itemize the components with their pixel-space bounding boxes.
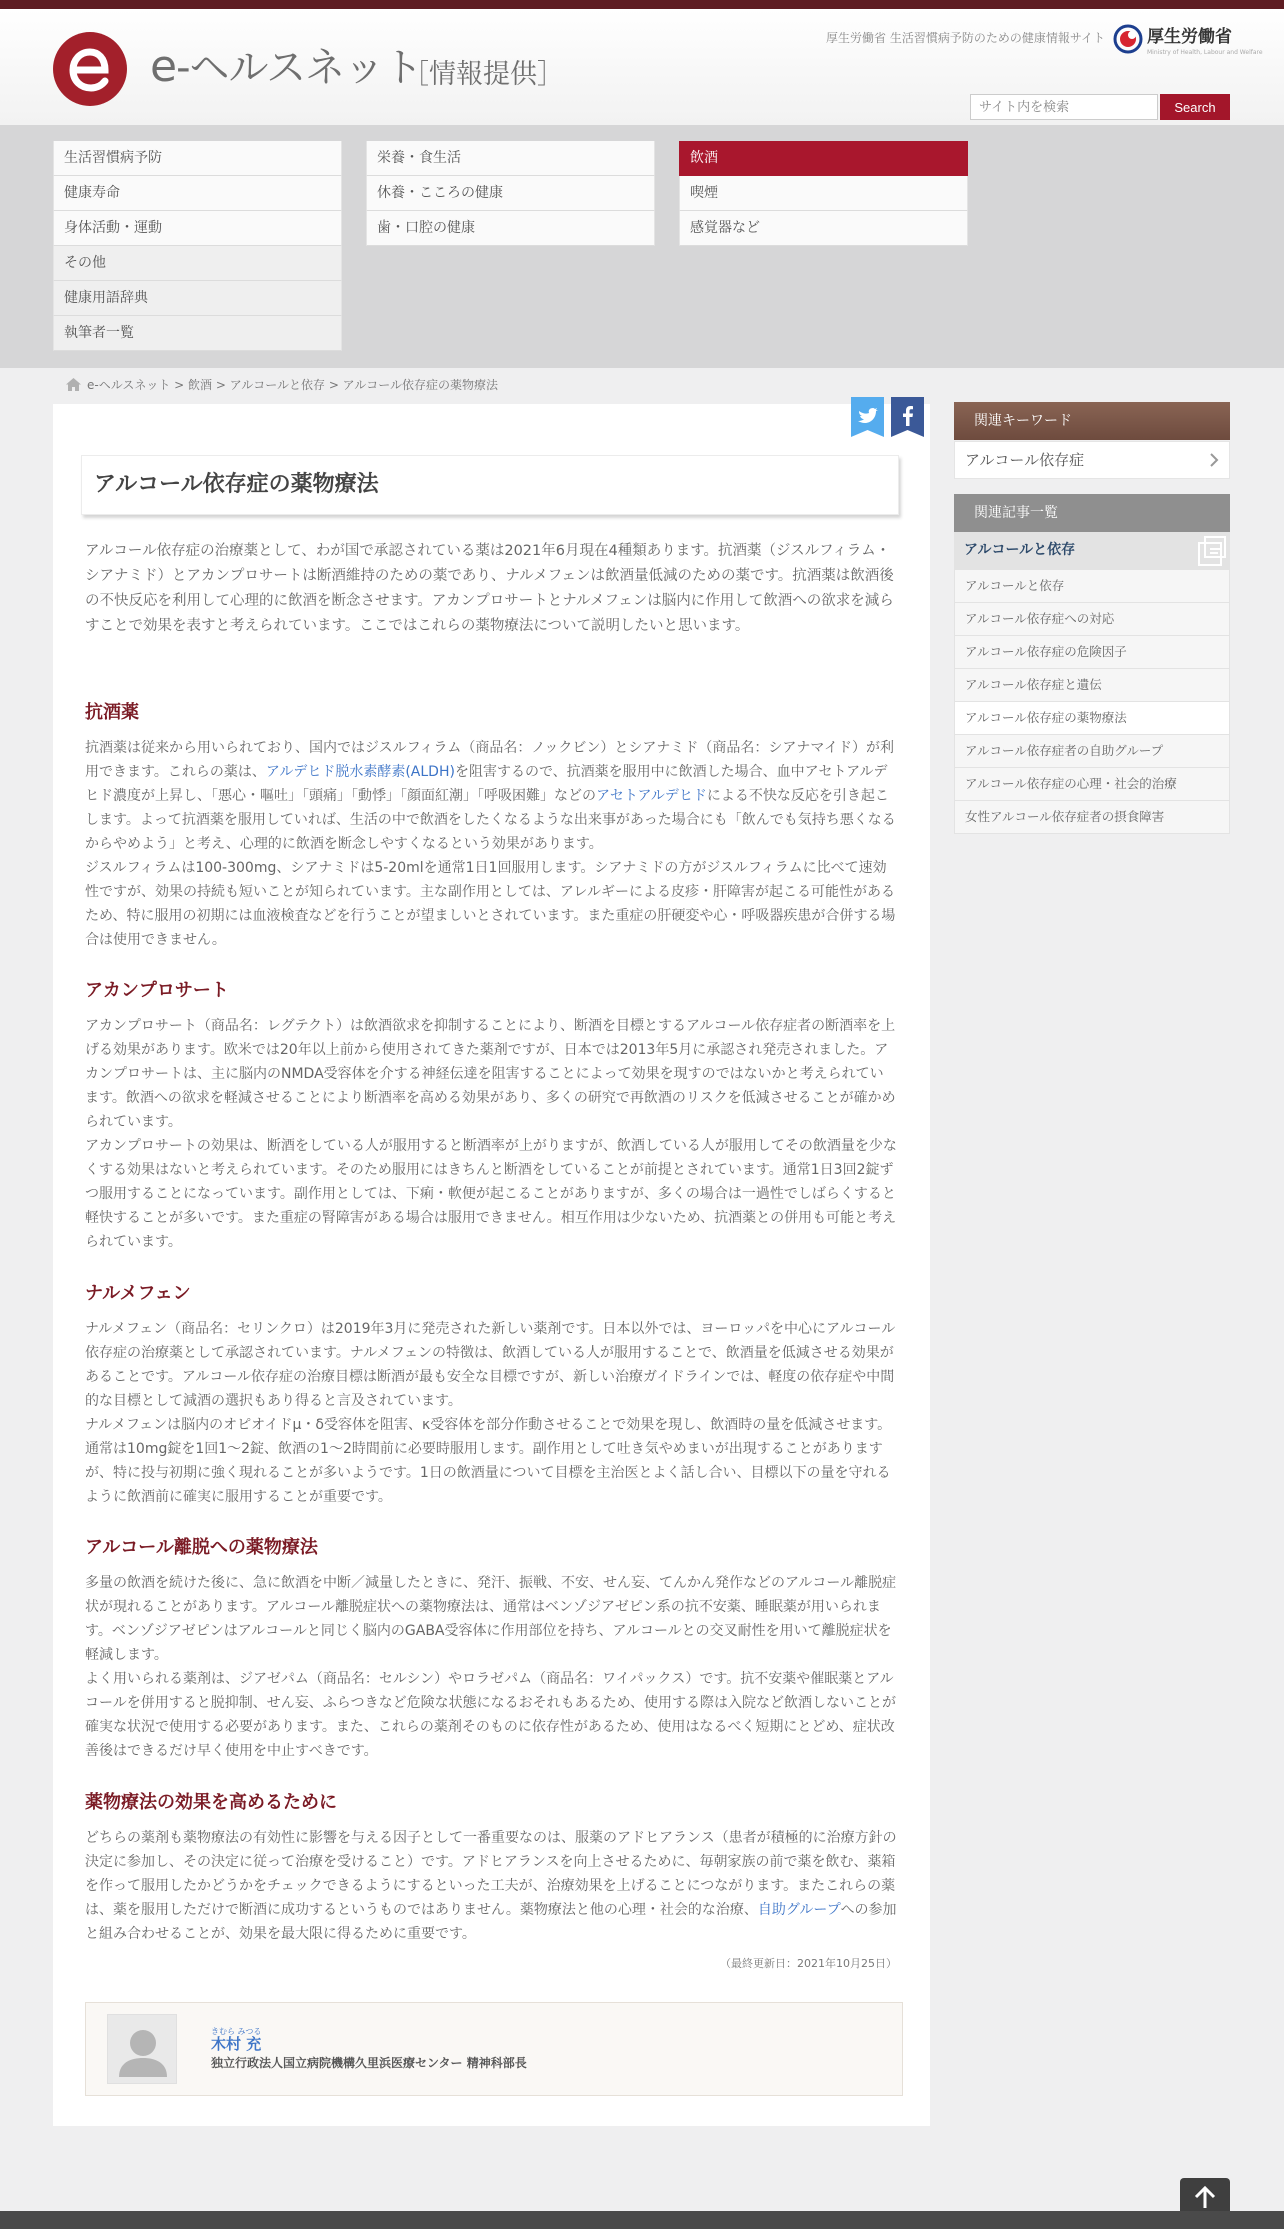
text-segment: への参加と組み合わせることが、効果を最大限に得るために重要です。: [85, 1902, 897, 1942]
global-nav: [0, 125, 1284, 368]
related-item-eating-disorders[interactable]: 女性アルコール依存症者の摂食障害: [954, 801, 1230, 834]
section-paragraph: アカンプロサート（商品名：レグテクト）は飲酒欲求を抑制することにより、断酒を目標とするアルコール依存症者の断酒率を上げる効果があります。欧米では20年以上前から使用されてきた薬剤ですが、日本では2013年5月に承認され発売されました。アカンプロサートは、主に脳内のNMDA受容体を介する神経伝達を阻害することによって効果を現すのではないかと考えられています。飲酒への欲求を軽減させることにより断酒率を高める効果があり、多くの研究で再飲酒のリスクを低減させることが確かめられています。: [85, 1018, 896, 1130]
section-heading-effectiveness: 薬物療法の効果を高めるために: [85, 1792, 337, 1813]
top-bar: [0, 0, 1284, 9]
keyword-label: アルコール依存症: [965, 451, 1085, 469]
text-segment: どちらの薬剤も薬物療法の有効性に影響を与える因子として一番重要なのは、服薬のアドヒアランス（患者が積極的に治療方針の決定に参加し、その決定に従って治療を受けること）です。アドヒアランスを向上させるために、毎朝家族の前で薬を飲む、薬箱を作って服用したかどうかをチェックできるようにするといった工夫が、治療効果を上げることにつながります。またこれらの薬は、薬を服用しただけで断酒に成功するというものではありません。薬物療法と他の心理・社会的な治療、: [85, 1830, 897, 1918]
nav-item-other[interactable]: その他: [53, 246, 342, 281]
site-name-rest: -ヘルスネット: [176, 45, 423, 91]
nav-item-healthy-life[interactable]: 健康寿命: [53, 176, 342, 211]
section-paragraph: ナルメフェンは脳内のオピオイドμ・δ受容体を阻害、κ受容体を部分作動させることで効果を現し、飲酒時の量を低減させます。通常は10mg錠を1回1～2錠、飲酒の1～2時間前に必要時服用します。副作用として吐き気やめまいが出現することがありますが、特に投与初期に強く現れることが多いようです。1日の飲酒量について目標を主治医とよく話し合い、目標以下の量を守れるように飲酒前に確実に服用することが重要です。: [85, 1417, 892, 1505]
site-header: [0, 9, 1284, 125]
related-article-list: [954, 570, 1230, 834]
related-item-self-help-groups[interactable]: アルコール依存症者の自助グループ: [954, 735, 1230, 768]
e-logo-icon[interactable]: [53, 32, 127, 106]
section-paragraph: [85, 1826, 897, 1946]
author-avatar[interactable]: [107, 2014, 177, 2084]
nav-item-rest-mind[interactable]: 休養・こころの健康: [366, 176, 655, 211]
person-icon: [108, 2015, 177, 2084]
section-paragraph: ナルメフェン（商品名：セリンクロ）は2019年3月に発売された新しい薬剤です。日本以外では、ヨーロッパを中心にアルコール依存症の治療薬として承認されています。ナルメフェンの特徴は、飲酒している人が服用することで、飲酒量を低減させる効果があることです。アルコール依存症の治療目標は断酒が最も安全な目標ですが、新しい治療ガイドラインでは、軽度の依存症や中間的な目標として減酒の選択もあり得ると言及されています。: [85, 1321, 896, 1409]
home-icon[interactable]: [66, 378, 81, 391]
nav-column-1: [53, 141, 342, 351]
site-name-e: e: [150, 41, 177, 92]
keyword-item-alcohol-dependence[interactable]: [954, 441, 1230, 479]
breadcrumb: [66, 377, 498, 393]
nav-item-lifestyle-disease[interactable]: 生活習慣病予防: [53, 141, 342, 176]
section-heading-nalmefene: ナルメフェン: [85, 1283, 191, 1304]
twitter-share-icon[interactable]: [851, 397, 884, 437]
author-name-ruby: きむら みつる: [211, 2027, 262, 2036]
article-lead: アルコール依存症の治療薬として、わが国で承認されている薬は2021年6月現在4種類あります。抗酒薬（ジスルフィラム・シアナミド）とアカンプロサートは断酒維持のための薬であり、ナルメフェンは飲酒量低減のための薬です。抗酒薬は飲酒後の不快反応を利用して心理的に飲酒を断念させます。アカンプロサートとナルメフェンは脳内に作用して飲酒への欲求を減らすことで効果を表すと考えられています。ここではこれらの薬物療法について説明したいと思います。: [85, 543, 894, 634]
article-title: アルコール依存症の薬物療法: [81, 455, 899, 515]
section-paragraph: ジスルフィラムは100-300mg、シアナミドは5-20mlを通常1日1回服用します。シアナミドの方がジスルフィラムに比べて速効性ですが、効果の持続も短いことが知られています。主な副作用としては、アレルギーによる皮疹・肝障害が起こる可能性があるため、特に服用の初期には血液検査などを行うことが望ましいとされています。また重症の肝硬変や心・呼吸器疾患が合併する場合は使用できません。: [85, 860, 896, 948]
related-category[interactable]: [954, 532, 1230, 570]
breadcrumb-text[interactable]: e-ヘルスネット > 飲酒 > アルコールと依存 > アルコール依存症の薬物療法: [87, 378, 498, 392]
nav-item-drinking[interactable]: 飲酒: [679, 141, 968, 176]
search-button[interactable]: Search: [1160, 94, 1230, 120]
nav-item-glossary[interactable]: 健康用語辞典: [53, 281, 342, 316]
link-self-help-group[interactable]: 自助グループ: [757, 1902, 841, 1918]
nav-item-authors[interactable]: 執筆者一覧: [53, 316, 342, 351]
section-heading-withdrawal: アルコール離脱への薬物療法: [85, 1537, 318, 1558]
text-segment: 抗酒薬は従来から用いられており、国内ではジスルフィラム（商品名：ノックビン）とシアナミド（商品名：シアナマイド）が利用できます。これらの薬は、: [85, 740, 895, 780]
site-subtitle: ［情報提供］: [402, 59, 564, 90]
facebook-share-icon[interactable]: [891, 397, 924, 437]
link-aldh[interactable]: アルデヒド脱水素酵素(ALDH): [265, 764, 455, 780]
related-item-risk-factors[interactable]: アルコール依存症の危険因子: [954, 636, 1230, 669]
nav-item-senses[interactable]: 感覚器など: [679, 211, 968, 246]
link-acetaldehyde[interactable]: アセトアルデヒド: [596, 788, 707, 804]
related-item-psychosocial-treatment[interactable]: アルコール依存症の心理・社会的治療: [954, 768, 1230, 801]
mhlw-tagline: 厚生労働省 生活習慣病予防のための健康情報サイト: [826, 31, 1105, 45]
chevron-right-icon: [1210, 453, 1219, 467]
nav-column-3: [679, 141, 968, 246]
nav-item-dental[interactable]: 歯・口腔の健康: [366, 211, 655, 246]
nav-item-nutrition[interactable]: 栄養・食生活: [366, 141, 655, 176]
mhlw-logo[interactable]: [1113, 24, 1263, 58]
related-keyword-heading: 関連キーワード: [954, 402, 1230, 440]
section-paragraph: よく用いられる薬剤は、ジアゼパム（商品名：セルシン）やロラゼパム（商品名：ワイパックス）です。抗不安薬や催眠薬とアルコールを併用すると脱抑制、せん妄、ふらつきなど危険な状態になるおそれもあるため、使用する際は入院など飲酒しないことが確実な状況で使用する必要があります。また、これらの薬剤そのものに依存性があるため、使用はなるべく短期にとどめ、症状改善後はできるだけ早く使用を中止すべきです。: [85, 1671, 897, 1759]
text-segment: による不快な反応を引き起こします。よって抗酒薬を服用していれば、生活の中で飲酒をしたくなるような出来事があった場合にも「飲んでも気持ち悪くなるからやめよう」と考え、心理的に飲酒を断念しやすくなるという効果があります。: [85, 788, 896, 852]
mhlw-english-name: Ministry of Health, Labour and Welfare: [1147, 49, 1263, 56]
nav-item-smoking[interactable]: 喫煙: [679, 176, 968, 211]
section-heading-acamprosate: アカンプロサート: [85, 980, 229, 1001]
author-name-link[interactable]: 木村 充: [211, 2035, 262, 2053]
section-paragraph: [85, 736, 897, 856]
nav-column-2: [366, 141, 655, 246]
site-name[interactable]: [150, 42, 422, 93]
related-item-alcohol-and-dependence[interactable]: アルコールと依存: [954, 570, 1230, 603]
section-paragraph: 多量の飲酒を続けた後に、急に飲酒を中断／減量したときに、発汗、振戦、不安、せん妄、てんかん発作などのアルコール離脱症状が現れることがあります。アルコール離脱症状への薬物療法は、通常はベンゾジアゼピン系の抗不安薬、睡眠薬が用いられます。ベンゾジアゼピンはアルコールと同じく脳内のGABA受容体に作用部位を持ち、アルコールとの交叉耐性を用いて離脱症状を軽減します。: [85, 1575, 897, 1663]
mhlw-mark-icon: [1113, 24, 1143, 54]
footer-bar: [0, 2211, 1284, 2229]
category-icon: [1196, 535, 1228, 567]
related-item-dealing-with-dependence[interactable]: アルコール依存症への対応: [954, 603, 1230, 636]
mhlw-name: 厚生労働省: [1147, 27, 1232, 47]
section-paragraph: アカンプロサートの効果は、断酒をしている人が服用すると断酒率が上がりますが、飲酒している人が服用してその飲酒量を少なくする効果はないと考えられています。そのため服用にはきちんと断酒をしていることが前提とされています。通常1日3回2錠ずつ服用することになっています。副作用としては、下痢・軟便が起こることがありますが、多くの場合は一過性でしばらくすると軽快することが多いです。また重症の腎障害がある場合は服用できません。相互作用は少ないため、抗酒薬との併用も可能と考えられています。: [85, 1138, 897, 1250]
nav-item-physical-activity[interactable]: 身体活動・運動: [53, 211, 342, 246]
related-category-label: アルコールと依存: [964, 542, 1076, 558]
author-box: [85, 2002, 903, 2096]
section-heading-antabuse: 抗酒薬: [85, 702, 139, 723]
related-articles-heading: 関連記事一覧: [954, 494, 1230, 532]
related-item-genetics[interactable]: アルコール依存症と遺伝: [954, 669, 1230, 702]
last-updated: （最終更新日：2021年10月25日）: [720, 1957, 897, 1970]
text-segment: を阻害するので、抗酒薬を服用中に飲酒した場合、血中アセトアルデヒド濃度が上昇し、「悪心・嘔吐」「頭痛」「動悸」「顔面紅潮」「呼吸困難」などの: [85, 764, 888, 804]
related-item-drug-therapy[interactable]: アルコール依存症の薬物療法: [954, 702, 1230, 735]
author-affiliation: 独立行政法人国立病院機構久里浜医療センター 精神科部長: [211, 2056, 527, 2070]
search-input[interactable]: [970, 94, 1158, 120]
